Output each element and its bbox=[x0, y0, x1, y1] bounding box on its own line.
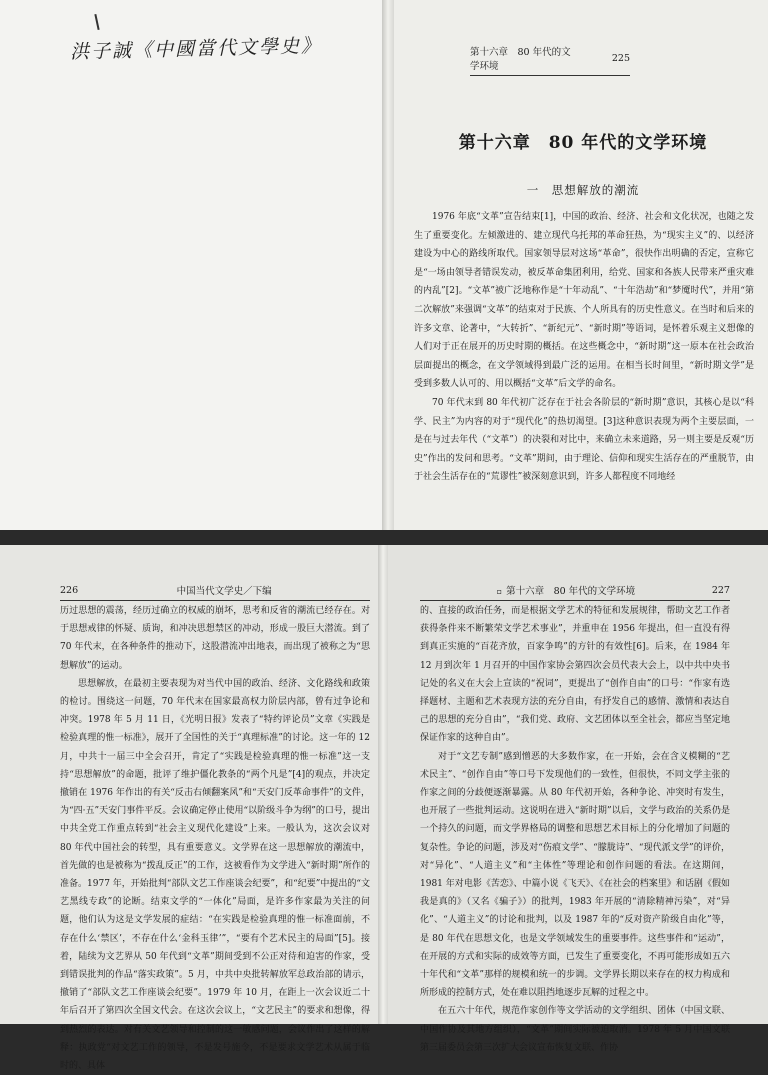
running-head-title: 中国当代文学史／下编 bbox=[176, 586, 272, 597]
body-text-226 bbox=[60, 602, 370, 1075]
section-title: 一 思想解放的潮流 bbox=[526, 183, 640, 197]
paragraph: 在五六十年代，规范作家创作等文学活动的文学组织、团体（中国文联、中国作协及其地方组织），“文革”期间实际被迫取消。1978 年 5 月中国文联第三届委员会第三次扩大会议宣布恢复文联、作协 bbox=[420, 1006, 730, 1053]
running-head-226 bbox=[60, 583, 370, 601]
handwritten-note: 洪子誠《中國當代文學史》 bbox=[69, 34, 323, 64]
running-head-227 bbox=[420, 583, 730, 601]
body-text-227 bbox=[420, 602, 730, 1057]
paragraph: 历过思想的震荡，经历过确立的权威的崩坏，思考和反省的潮流已经存在。对于思想戒律的怀疑、质询，和冲决思想禁区的冲动，形成一股巨大潜流。到了 70 年代末，在各种条件的推动下，这股潜流冲出地表，而出现了被称之为“思想解放”的运动。 bbox=[60, 606, 370, 671]
ornament-icon: ▫ bbox=[496, 587, 503, 596]
page-number: 226 bbox=[60, 584, 79, 596]
paragraph: 的、直接的政治任务，而是根据文学艺术的特征和发展规律，帮助文艺工作者获得条件来不断繁荣文学艺术事业”，并重申在 1956 年提出，但一直没有得到真正实施的“百花齐放，百家争鸣”的方针的有效性[6]。后来，在 1984 年 12 月到次年 1 月召开的中国作家协会第四次会员代表大会上，以中共中央书记处的名义在大会上宣读的“祝词”，更提出了“创作自由”的口号：“作家有选择题材、主题和艺术表现方法的充分自由，有抒发自己的感情、激情和表达自己的思想的充分自由”，“我们党、政府、文艺团体以至全社会，都应当坚定地保证作家的这种自由”。 bbox=[420, 606, 730, 744]
page-number: 225 bbox=[611, 52, 630, 64]
page-number: 227 bbox=[711, 584, 730, 596]
body-text-225 bbox=[414, 208, 754, 487]
paragraph: 70 年代末到 80 年代初广泛存在于社会各阶层的“新时期”意识，其核心是以“科学、民主”为内容的对于“现代化”的热切渴望。[3]这种意识表现为两个主要层面，一是在与过去年代（“文革”）的决裂和对比中，来确立未来道路，另一则主要是反观“历史”作出的发问和思考。“文革”期间，由于理论、信仰和现实生活存在的严重脱节，由于社会生活存在的“荒谬性”被深刻意识到，许多人都程度不同地经 bbox=[414, 397, 754, 483]
running-head-title: 第十六章 80 年代的文学环境 bbox=[470, 47, 571, 72]
blank-left-page bbox=[0, 0, 388, 530]
paragraph: 1976 年底“文革”宣告结束[1]，中国的政治、经济、社会和文化状况，也随之发生了重要变化。左倾激进的、建立现代乌托邦的革命狂热，为“现实主义”的、以经济建设为中心的路线所取代。国家领导层对这场“革命”，很快作出明确的否定，宣称它是“一场由领导者错误发动，被反革命集团利用，给党、国家和各族人民带来严重灾难的内乱”[2]。“文革”被广泛地称作是“十年动乱”、“十年浩劫”和“梦魇时代”，并用“第二次解放”来强调“文革”的结束对于民族、个人所具有的历史性意义。在当时和后来的许多文章、论著中，“大转折”、“新纪元”、“新时期”等语词，是怀着乐观主义想像的人们对于正在展开的历史时期的概括。在这些概念中，“新时期”这一原本在社会政治层面提出的概念，在文学领域得到最广泛的运用。在相当长时间里，“新时期文学”是受到多数人认可的、用以概括“文革”后文学的命名。 bbox=[414, 212, 754, 390]
running-head-225 bbox=[470, 44, 630, 76]
paragraph: 思想解放，在最初主要表现为对当代中国的政治、经济、文化路线和政策的检讨。围绕这一问题，70 年代末在国家最高权力阶层内部，曾有过争论和冲突。1978 年 5 月 11 日，《光明日报》发表了“特约评论员”文章《实践是检验真理的惟一标准》，展开了全国性的关于“真理标准”的讨论。这一年的 12 月，中共十一届三中全会召开，肯定了“实践是检验真理的惟一标准”这一支持“思想解放”的命题，批评了维护僵化教条的“两个凡是”[4]的观点，并决定撤销在 1976 年作出的有关“反击右倾翻案风”和“天安门反革命事件”的文件，为“四·五”天安门事件平反。会议确定停止使用“以阶级斗争为纲”的口号，提出中共全党工作重点转到“社会主义现代化建设”上来。一般认为，这次会议对 80 年代中国社会的转型，具有重要意义。文学界在这一思想解放的潮流中，首先做的也是被称为“拨乱反正”的工作，这被看作为文学进入“新时期”所作的准备。1977 年，开始批判“部队文艺工作座谈会纪要”，和“纪要”中提出的“文艺黑线专政”的论断。结束文学的“一体化”局面，是许多作家最为关注的问题，他们认为这是文学发展的症结：“在实践是检验真理的惟一标准面前，不存在什么‘禁区’，不存在什么‘金科玉律’”，“要有个艺术民主的局面”[5]。接着，陆续为文艺界从 50 年代到“文革”期间受到不公正对待和迫害的作家，受到错误批判的作品“落实政策”。5 月，中共中央批转解放军总政治部的请示，撤销了“部队文艺工作座谈会纪要”。1979 年 10 月，在距上一次会议近二十年后召开了第四次全国文代会。在这次会议上，“文艺民主”的要求和想像，得到热烈的表达。对有关文艺领导和控制的这一敏感问题，会议作出了这样的解释：执政党“对文艺工作的领导，不是发号施令，不是要求文学艺术从属于临时的、具体 bbox=[60, 678, 370, 1072]
running-head-title: 第十六章 80 年代的文学环境 bbox=[506, 586, 636, 597]
book-gutter-bottom bbox=[378, 545, 388, 1024]
book-gutter-top bbox=[382, 0, 394, 530]
paragraph: 对于“文艺专制”感到憎恶的大多数作家，在一开始，会在含义模糊的“艺术民主”、“创作自由”等口号下发现他们的一致性，但很快，不同文学主张的作家之间的分歧便逐渐暴露。从 80 年代初开始，各种争论、冲突时有发生，也开展了一些批判运动。这说明在进入“新时期”以后，文学与政治的关系仍是一个持久的问题，而文学界格局的调整和思想艺术目标上的分化增加了问题的复杂性。争论的问题，涉及对“伤痕文学”、“朦胧诗”、“现代派文学”的评价，对“异化”、“人道主义”和“主体性”等理论和创作问题的看法。在这期间，1981 年对电影《苦恋》、中篇小说《飞天》、《在社会的档案里》和话剧《假如我是真的》（又名《骗子》）的批判，1983 年开展的“清除精神污染”，对“异化”、“人道主义”的讨论和批判，以及 1987 年的“反对资产阶级自由化”等，是 80 年代在思想文化，也是文学领域发生的重要事件。这些事件和“运动”，在开展的方式和实际的成效等方面，已发生了重要变化，不再可能形成如五六十年代和“文革”那样的规模和统一的步调。文学界长期以来存在的权力构成和所形成的控制方式，处在难以阻挡地逐步瓦解的过程之中。 bbox=[420, 751, 730, 999]
chapter-title: 第十六章 80 年代的文学环境 bbox=[458, 133, 708, 153]
